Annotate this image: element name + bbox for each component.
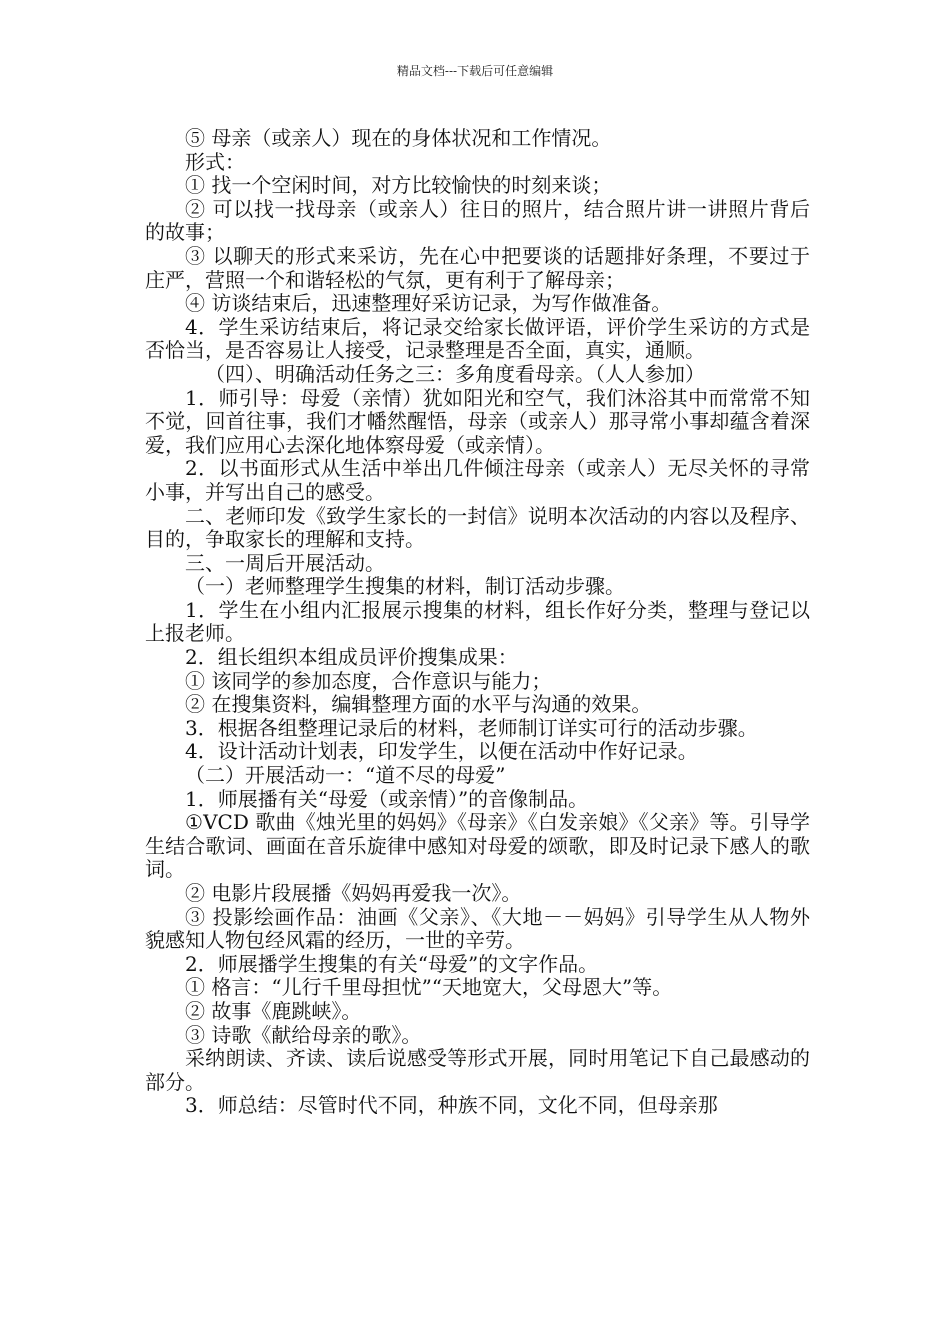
paragraph: 3．根据各组整理记录后的材料，老师制订详实可行的活动步骤。 <box>185 715 758 740</box>
paragraph: ⑤ 母亲（或亲人）现在的身体状况和工作情况。 <box>185 126 612 150</box>
paragraph: ② 故事《鹿跳峡》。 <box>185 998 362 1023</box>
section-heading: （四）、明确活动任务之三：多角度看母亲。（人人参加） <box>205 361 705 386</box>
paragraph: 2．以书面形式从生活中举出几件倾注母亲（或亲人）无尽关怀的寻常小事，并写出自己的感受。 <box>145 456 810 504</box>
paragraph: 2．组长组织本组成员评价搜集成果： <box>185 645 518 670</box>
paragraph: ① 格言：“儿行千里母担忧”“天地宽大，父母恩大”等。 <box>185 975 673 1000</box>
paragraph: ③ 诗歌《献给母亲的歌》。 <box>185 1022 422 1047</box>
document-body <box>145 127 810 1118</box>
paragraph: 4．学生采访结束后，将记录交给家长做评语，评价学生采访的方式是否恰当，是否容易让人接受，记录整理是否全面，真实，通顺。 <box>145 314 810 363</box>
paragraph: 3．师总结：尽管时代不同，种族不同，文化不同，但母亲那 <box>185 1093 718 1118</box>
paragraph: ② 电影片段展播《妈妈再爱我一次》。 <box>185 881 522 905</box>
paragraph: 4．设计活动计划表，印发学生，以便在活动中作好记录。 <box>185 739 698 764</box>
paragraph: 1．师展播有关“母爱（或亲情）”的音像制品。 <box>185 786 589 811</box>
paragraph: ①VCD 歌曲《烛光里的妈妈》《母亲》《白发亲娘》《父亲》等。引导学生结合歌词、画面在音乐旋律中感知对母爱的颂歌，即及时记录下感人的歌词。 <box>145 810 810 882</box>
paragraph: 2．师展播学生搜集的有关“母爱”的文字作品。 <box>185 951 599 976</box>
paragraph: 1．师引导：母爱（亲情）犹如阳光和空气，我们沐浴其中而常常不知不觉，回首往事，我们才幡然醒悟，母亲（或亲人）那寻常小事却蕴含着深爱，我们应用心去深化地体察母爱（或亲情）。 <box>145 385 810 457</box>
paragraph: ③ 以聊天的形式来采访，先在心中把要谈的话题排好条理，不要过于庄严，营照一个和谐轻松的气氛，更有利于了解母亲； <box>145 243 810 292</box>
paragraph: 采纳朗读、齐读、读后说感受等形式开展，同时用笔记下自己最感动的部分。 <box>145 1046 810 1094</box>
paragraph: 形式： <box>185 149 245 174</box>
section-heading: 二、老师印发《致学生家长的一封信》说明本次活动的内容以及程序、目的，争取家长的理解和支持。 <box>145 503 810 552</box>
paragraph: 1．学生在小组内汇报展示搜集的材料，组长作好分类，整理与登记以上报老师。 <box>145 597 810 646</box>
paragraph: ④ 访谈结束后，迅速整理好采访记录，为写作做准备。 <box>185 291 672 316</box>
paragraph: ① 该同学的参加态度，合作意识与能力； <box>185 668 552 693</box>
paragraph: ① 找一个空闲时间，对方比较愉快的时刻来谈； <box>185 173 612 198</box>
subsection-heading: （一）老师整理学生搜集的材料，制订活动步骤。 <box>185 574 625 599</box>
paragraph: ② 可以找一找母亲（或亲人）往日的照片，结合照片讲一讲照片背后的故事； <box>145 196 810 245</box>
page-header: 精品文档---下载后可任意编辑 <box>396 64 554 78</box>
paragraph: ② 在搜集资料，编辑整理方面的水平与沟通的效果。 <box>185 692 652 717</box>
paragraph: ③ 投影绘画作品：油画《父亲》、《大地－－妈妈》引导学生从人物外貌感知人物包经风霜的经历，一世的辛劳。 <box>145 904 810 953</box>
subsection-heading: （二）开展活动一：“道不尽的母爱” <box>185 763 506 788</box>
section-heading: 三、一周后开展活动。 <box>185 550 385 575</box>
